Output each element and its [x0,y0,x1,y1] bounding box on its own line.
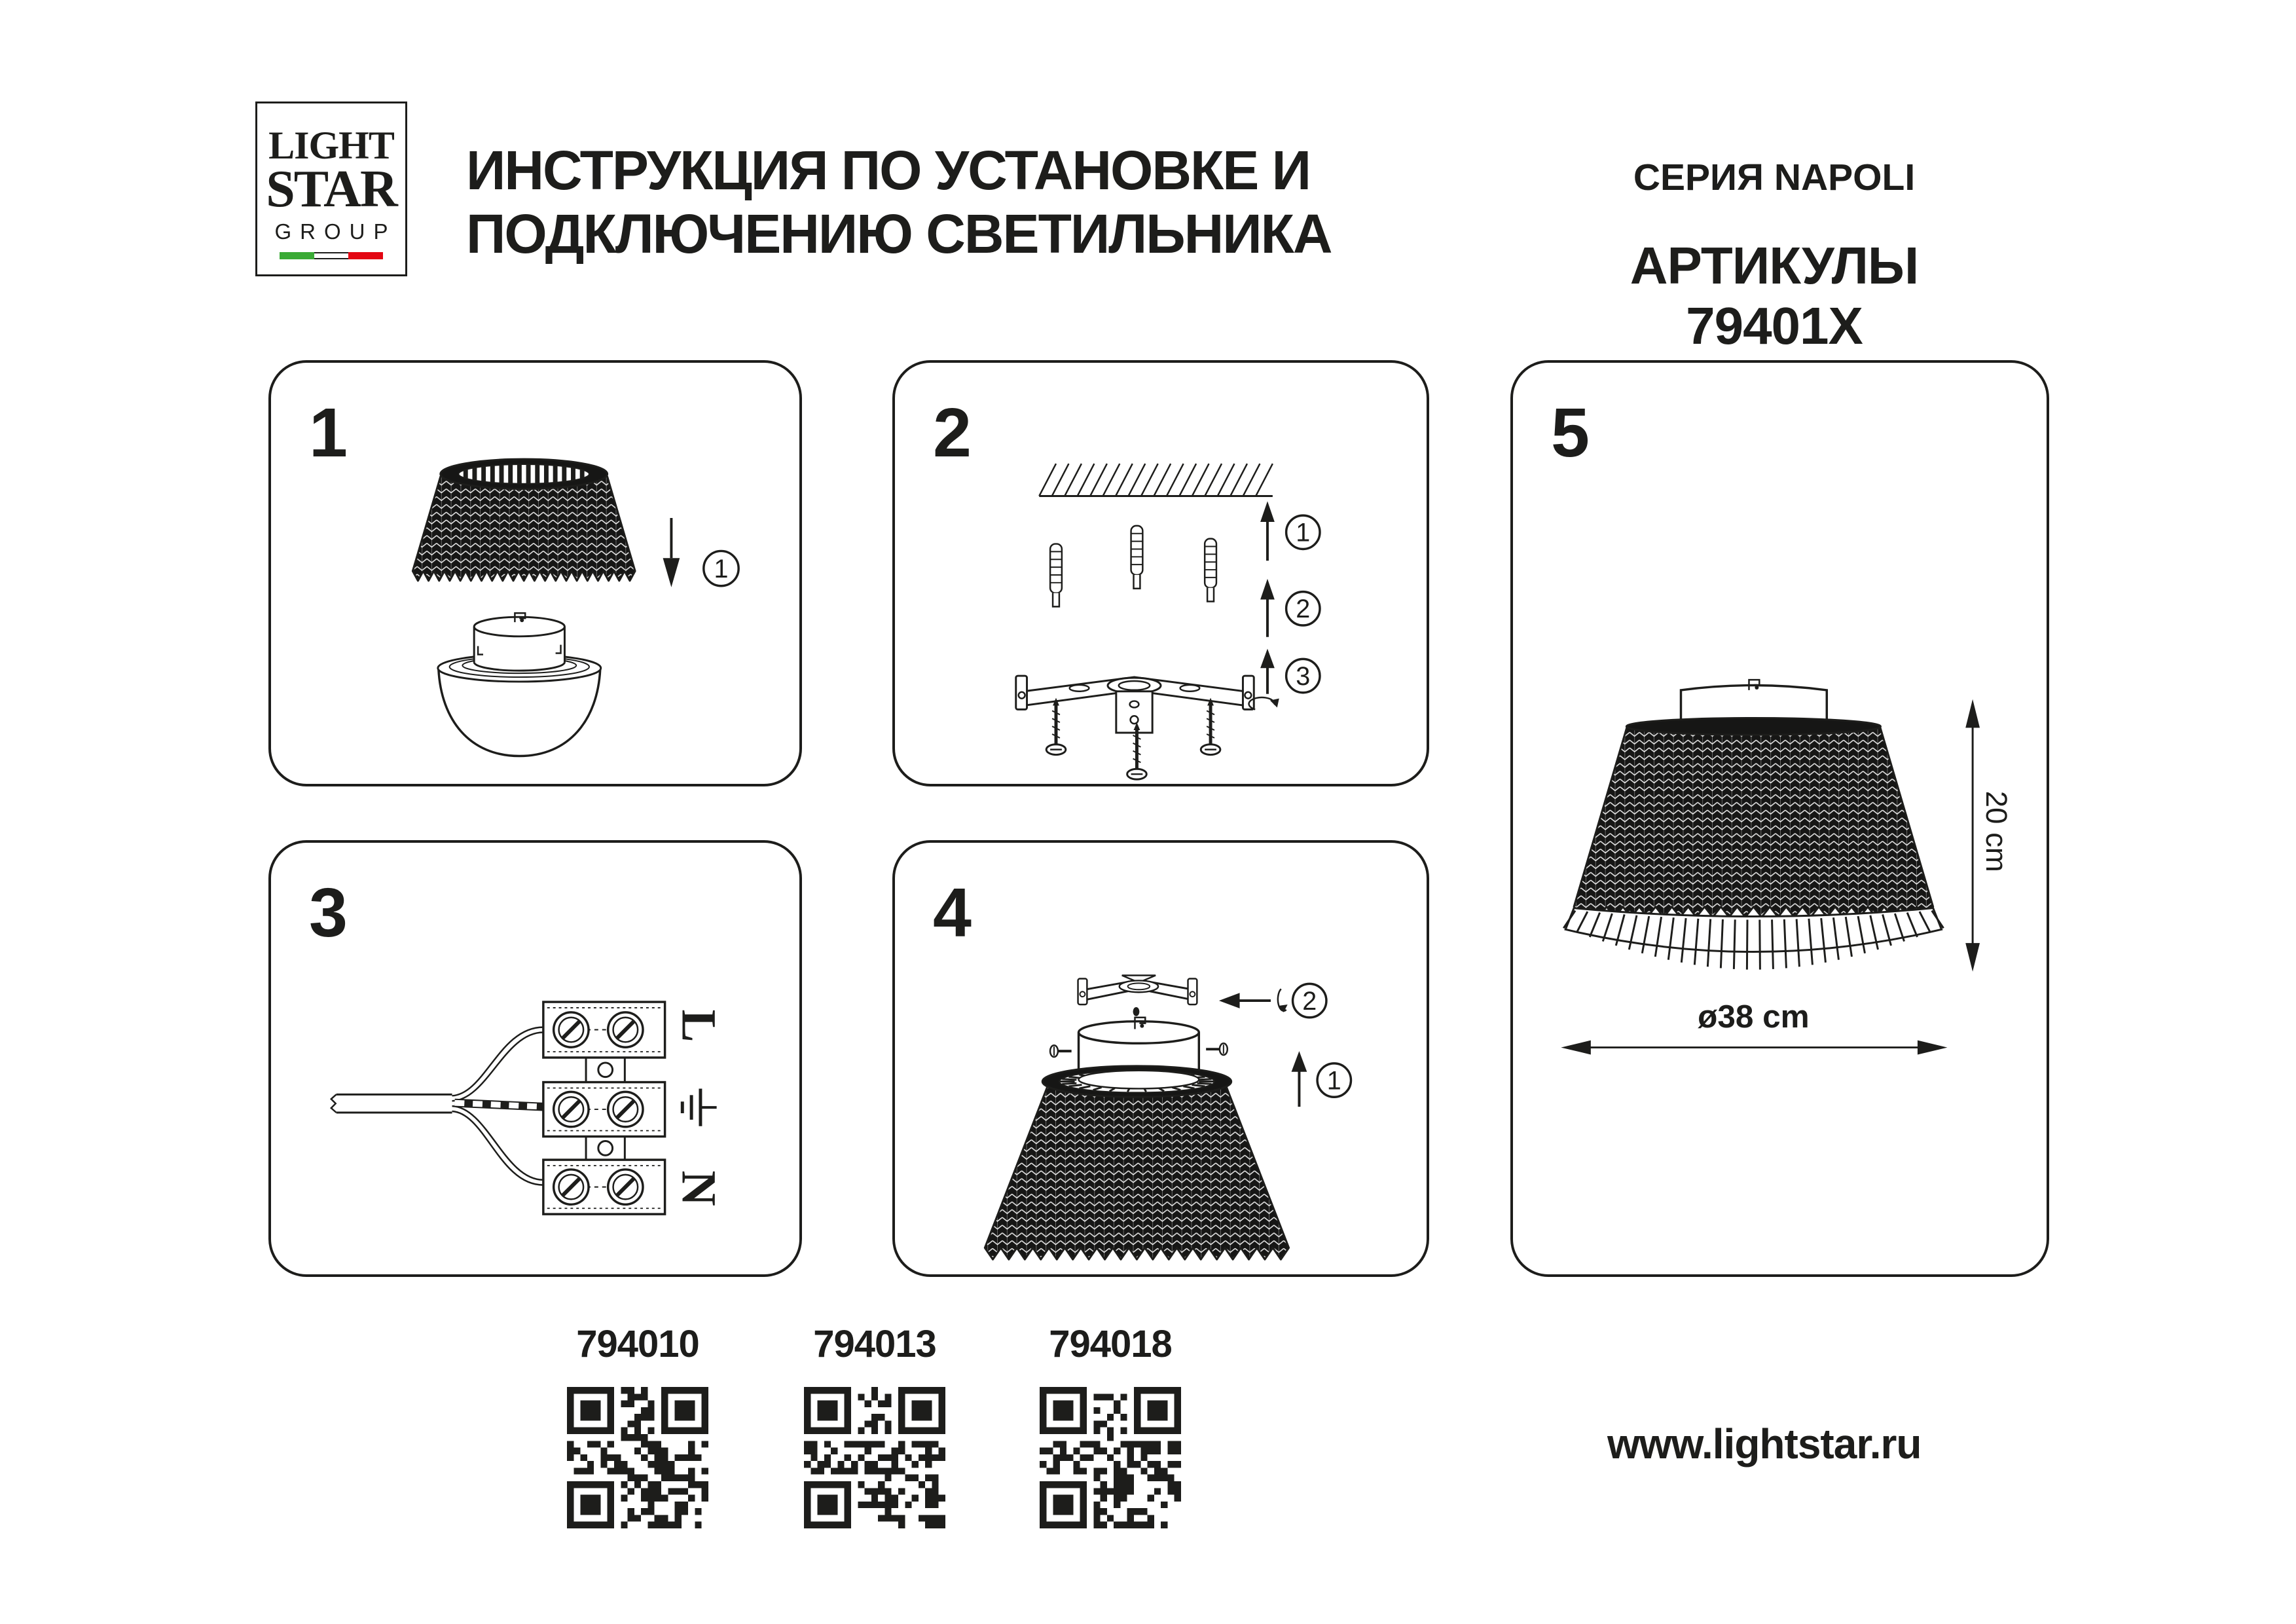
panel-number: 2 [933,394,970,471]
title-line-2: ПОДКЛЮЧЕНИЮ СВЕТИЛЬНИКА [466,203,1332,265]
wall-anchor-icon [1050,544,1062,607]
article-number: 794013 [813,1323,936,1365]
wall-anchor-icon [1205,539,1216,602]
lampshade-body [1574,726,1933,917]
terminal-block [543,1002,665,1214]
panel-number: 1 [309,394,346,471]
lampshade-top-rim [1626,718,1880,735]
article-number: 794010 [576,1323,699,1365]
screw-icon [1046,698,1066,755]
shade-bottom-band [1565,908,1941,952]
article-number: 794018 [1049,1323,1172,1365]
up-arrow-icon [1260,649,1275,669]
svg-text:2: 2 [1296,595,1311,624]
logo-word-group: GROUP [274,219,397,244]
svg-text:1: 1 [1326,1066,1341,1096]
line-label: L [671,1009,726,1043]
lampshade-body [412,477,635,581]
svg-text:3: 3 [1296,661,1311,691]
website-url: www.lightstar.ru [1607,1420,1922,1467]
left-arrow-icon [1561,1041,1591,1055]
mounting-bracket [1016,676,1254,733]
down-arrow-icon [1965,943,1980,972]
up-arrow-icon [1260,579,1275,600]
logo-word-light: LIGHT [268,124,394,167]
svg-text:2: 2 [1302,986,1317,1016]
step-2-illustration [895,363,1427,784]
height-dimension [1965,699,2013,972]
ceiling-hatch [1039,464,1273,496]
panel-number: 5 [1551,394,1588,471]
lamp-body-cylinder [1079,1022,1199,1044]
right-arrow-icon [1918,1041,1948,1055]
qr-item [804,1325,945,1528]
qr-code [804,1387,945,1528]
wiring-diagram [271,843,799,1274]
side-screw-icon [1206,1043,1228,1055]
qr-item [567,1325,708,1528]
diameter-label: ø38 cm [1698,998,1810,1035]
step-4-illustration [895,843,1427,1274]
lamp-unit-cylinder [474,617,564,637]
qr-code [567,1387,708,1528]
panel-number: 4 [933,874,970,951]
series-block [1539,156,2010,356]
qr-code [1040,1387,1181,1528]
neutral-label: N [671,1170,726,1206]
svg-text:1: 1 [1296,518,1311,547]
lightstar-logo [255,101,407,276]
diameter-dimension [1561,999,1947,1055]
lampshade-body [985,1086,1288,1259]
dimensions-illustration [1513,363,2047,1274]
screw-hole-dot [1133,1007,1140,1016]
mounting-bracket [1078,976,1197,1005]
screw-icon [1201,698,1220,755]
earth-symbol [682,1088,716,1126]
step-1-panel [268,360,802,786]
wall-anchor-icon [1131,526,1143,589]
series-name: СЕРИЯ NAPOLI [1633,157,1916,198]
step-2-panel [892,360,1429,786]
panel-number: 3 [309,874,346,951]
step-1-illustration [271,363,799,784]
title-line-1: ИНСТРУКЦИЯ ПО УСТАНОВКЕ И [466,139,1311,201]
step-3-panel [268,840,802,1277]
side-screw-icon [1050,1045,1072,1057]
up-arrow-icon [1965,699,1980,728]
step-4-panel [892,840,1429,1277]
logo-word-star: STAR [266,160,397,218]
italian-flag-icon [280,252,383,259]
series-articles: АРТИКУЛЫ 79401X [1630,236,1919,355]
height-label: 20 cm [1979,790,2013,872]
step-number: 1 [714,554,729,583]
dimensions-panel [1510,360,2049,1277]
up-arrow-icon [1260,501,1275,522]
up-arrow-icon [1292,1051,1307,1072]
left-arrow-icon [1219,993,1240,1008]
page-title [466,139,1332,266]
qr-item [1040,1325,1181,1528]
